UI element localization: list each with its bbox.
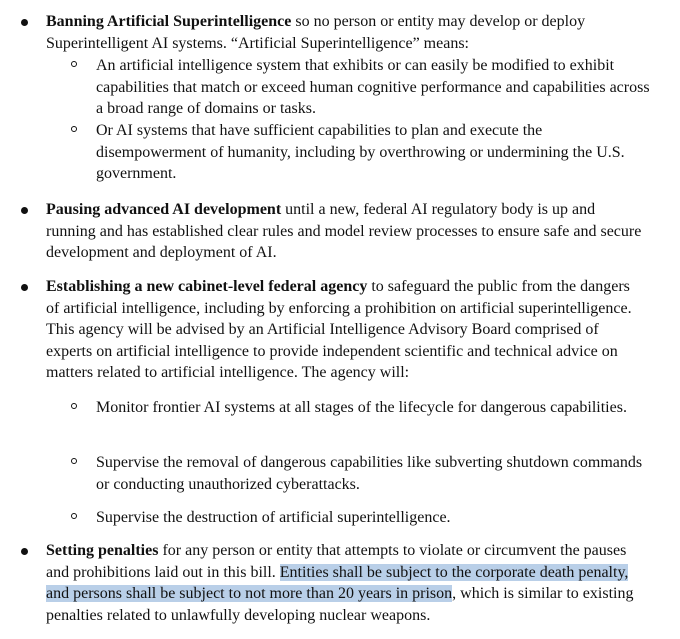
bullet-lead: Establishing a new cabinet-level federal agency	[46, 278, 368, 295]
sub-item-text: Monitor frontier AI systems at all stages of the lifecycle for dangerous capabilities.	[96, 399, 627, 416]
bullet-item-penalties	[46, 540, 646, 626]
sub-item-text: Supervise the destruction of artificial superintelligence.	[96, 509, 451, 526]
bullet-body: so no person or entity may develop or deploy Superintelligent AI systems. “Artificial Superintelligence” means:	[46, 13, 586, 52]
bullet-item-banning	[46, 11, 646, 54]
sub-item-text: Or AI systems that have sufficient capabilities to plan and execute the disempowerment of humanity, including by overthrowing or undermining the U.S. government.	[96, 122, 625, 183]
bullet-body: to safeguard the public from the dangers of artificial intelligence, including by enforcing a prohibition on artificial superintelligence. This agency will be advised by an Artificial Intelligence Advisory Board comprised of experts on artificial intelligence to provide independent scientific and technical advice on matters related to artificial intelligence. The agency will:	[46, 278, 632, 382]
sub-item-agency-3	[96, 507, 656, 529]
bullet-text	[46, 540, 646, 626]
bullet-icon	[21, 19, 28, 26]
circle-bullet-icon	[71, 458, 77, 464]
bullet-item-pausing	[46, 199, 646, 264]
bullet-text	[46, 276, 646, 384]
sub-item-definition-1	[96, 55, 656, 120]
circle-bullet-icon	[71, 126, 77, 132]
circle-bullet-icon	[71, 513, 77, 519]
sub-item-agency-2	[96, 452, 656, 495]
sub-item-agency-1	[96, 397, 656, 419]
bullet-text	[46, 199, 646, 264]
circle-bullet-icon	[71, 61, 77, 67]
bullet-icon	[21, 284, 28, 291]
bullet-body-end: , which is similar to existing penalties related to unlawfully developing nuclear weapons.	[46, 585, 634, 624]
bullet-body: until a new, federal AI regulatory body is up and running and has established clear rules and model review processes to ensure safe and secure development and deployment of AI.	[46, 201, 642, 262]
bullet-text	[46, 11, 646, 54]
bullet-lead: Banning Artificial Superintelligence	[46, 13, 292, 30]
bullet-icon	[21, 207, 28, 214]
sub-item-text: Supervise the removal of dangerous capabilities like subverting shutdown commands or conducting unauthorized cyberattacks.	[96, 454, 643, 493]
circle-bullet-icon	[71, 403, 77, 409]
sub-item-definition-2	[96, 120, 656, 185]
bullet-icon	[21, 548, 28, 555]
sub-item-text: An artificial intelligence system that exhibits or can easily be modified to exhibit capabilities that match or exceed human cognitive performance and capabilities across a broad range of domains or tasks.	[96, 57, 650, 118]
highlighted-text: Entities shall be subject to the corporate death penalty, and persons shall be subject to not more than 20 years in prison	[46, 563, 629, 603]
bullet-lead: Pausing advanced AI development	[46, 201, 282, 218]
bullet-item-agency	[46, 276, 646, 384]
bullet-body: for any person or entity that attempts to violate or circumvent the pauses and prohibitions laid out in this bill.	[46, 542, 627, 581]
bullet-lead: Setting penalties	[46, 542, 159, 559]
